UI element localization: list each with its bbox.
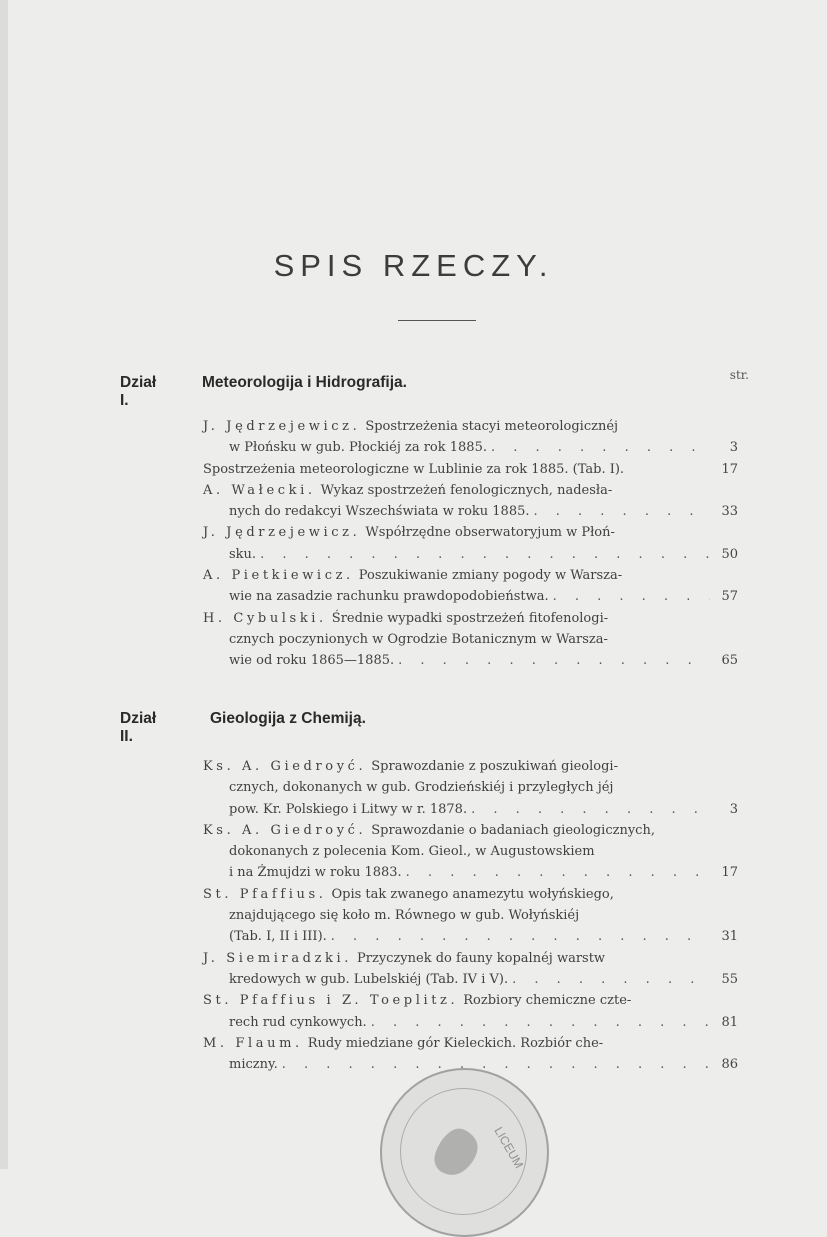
- toc-entry: [203, 416, 738, 459]
- entry-text: Średnie wypadki spostrzeżeń fitofenologi-: [331, 610, 609, 626]
- entry-author: St. Pfaffius i Z. Toeplitz.: [203, 993, 459, 1009]
- entry-text: Spostrzeżenia stacyi meteorologicznéj: [365, 419, 619, 434]
- entry-text: w Płońsku w gub. Płockiéj za rok 1885.: [229, 440, 487, 456]
- entry-page-number: 3: [729, 801, 738, 817]
- toc-entry-line: [203, 1033, 738, 1054]
- entry-page-number: 86: [721, 1057, 738, 1073]
- entry-text: cznych, dokonanych w gub. Grodzieńskiéj i przyległych jéj: [229, 780, 614, 796]
- entry-page-number: 81: [721, 1014, 738, 1030]
- entry-page-number: 17: [721, 865, 738, 881]
- entry-text: Sprawozdanie o badaniach gieologicznych,: [371, 822, 655, 838]
- entry-page-number: 33: [721, 504, 738, 520]
- leader-dots: [398, 650, 710, 671]
- entry-text: Wykaz spostrzeżeń fenologicznych, nadesła-: [320, 482, 613, 498]
- toc-entry-line: [203, 884, 738, 905]
- entry-text: Poszukiwanie zmiany pogody w Warsza-: [358, 568, 623, 584]
- leader-dots: [406, 862, 710, 883]
- section-2-entries: [203, 756, 738, 1075]
- entry-author: J. Jędrzejewicz.: [203, 419, 361, 434]
- toc-entry-line: [203, 586, 738, 607]
- stamp-emblem-icon: [382, 1070, 547, 1235]
- section-title: Gieologija z Chemiją.: [210, 710, 366, 727]
- toc-entry: [203, 884, 738, 948]
- entry-text: dokonanych z polecenia Kom. Gieol., w Augustowskiem: [229, 844, 595, 860]
- toc-entry-line: [203, 480, 738, 501]
- toc-entry-line: [203, 799, 738, 820]
- toc-entry: [203, 522, 738, 565]
- toc-entry-line: [203, 522, 738, 543]
- entry-text: pow. Kr. Polskiego i Litwy w r. 1878.: [229, 801, 468, 817]
- leader-dots: [534, 501, 711, 522]
- entry-page-number: 57: [721, 589, 738, 605]
- entry-author: Ks. A. Giedroyć.: [203, 759, 367, 774]
- entry-text: rech rud cynkowych.: [229, 1014, 367, 1030]
- toc-entry-line: [203, 459, 738, 480]
- toc-entry-line: [203, 544, 738, 565]
- page-edge-shadow: [0, 0, 8, 1169]
- toc-entry-line: [203, 841, 738, 862]
- toc-entry-line: [203, 1012, 738, 1033]
- leader-dots: [331, 926, 710, 947]
- page-title: SPIS RZECZY.: [273, 248, 554, 283]
- toc-entry-line: [203, 990, 738, 1011]
- toc-entry: [203, 459, 738, 480]
- toc-entry-line: [203, 437, 738, 458]
- leader-dots: [512, 969, 710, 990]
- entry-page-number: 55: [721, 971, 738, 987]
- toc-entry: [203, 608, 738, 672]
- entry-text: wie od roku 1865—1885.: [229, 653, 395, 669]
- toc-entry: [203, 756, 738, 820]
- entry-page-number: 65: [721, 653, 738, 669]
- entry-page-number: 3: [729, 440, 738, 456]
- toc-entry-line: [203, 565, 738, 586]
- toc-entry: [203, 565, 738, 608]
- entry-author: Ks. A. Giedroyć.: [203, 822, 367, 838]
- leader-dots: [260, 544, 710, 565]
- library-stamp: [380, 1068, 549, 1237]
- leader-dots: [371, 1012, 710, 1033]
- entry-text: Rozbiory chemiczne czte-: [463, 993, 632, 1009]
- toc-entry-line: [203, 820, 738, 841]
- toc-entry-line: [203, 756, 738, 777]
- entry-author: A. Wałecki.: [203, 482, 316, 498]
- entry-text: (Tab. I, II i III).: [229, 929, 327, 945]
- entry-author: St. Pfaffius.: [203, 886, 327, 902]
- toc-entry: [203, 820, 738, 884]
- toc-entry-line: [203, 926, 738, 947]
- title-rule: [398, 320, 476, 321]
- entry-text: kredowych w gub. Lubelskiéj (Tab. IV i V).: [229, 971, 509, 987]
- toc-entry-line: [203, 629, 738, 650]
- entry-author: M. Flaum.: [203, 1035, 303, 1051]
- toc-entry-line: [203, 501, 738, 522]
- entry-text: znajdującego się koło m. Równego w gub. Wołyńskiéj: [229, 908, 580, 924]
- entry-text: wie na zasadzie rachunku prawdopodobieństwa.: [229, 589, 549, 605]
- entry-text: Spostrzeżenia meteorologiczne w Lublinie za rok 1885. (Tab. I).: [203, 461, 625, 477]
- toc-entry-line: [203, 777, 738, 798]
- toc-entry-line: [203, 608, 738, 629]
- toc-entry-line: [203, 969, 738, 990]
- section-number: Dział II.: [120, 710, 157, 745]
- leader-dots: [553, 586, 710, 607]
- entry-text: Sprawozdanie z poszukiwań gieologi-: [371, 759, 618, 774]
- entry-text: Przyczynek do fauny kopalnéj warstw: [357, 950, 606, 966]
- toc-entry: [203, 990, 738, 1033]
- section-1-entries: [203, 416, 738, 672]
- entry-author: J. Jędrzejewicz.: [203, 525, 361, 541]
- entry-author: A. Pietkiewicz.: [203, 568, 354, 584]
- entry-author: H. Cybulski.: [203, 610, 327, 626]
- entry-text: sku.: [229, 546, 257, 562]
- entry-author: J. Siemiradzki.: [203, 950, 353, 966]
- entry-text: i na Żmujdzi w roku 1883.: [229, 865, 402, 881]
- entry-text: Współrzędne obserwatoryjum w Płoń-: [365, 525, 615, 541]
- toc-entry-line: [203, 650, 738, 671]
- entry-page-number: 50: [721, 546, 738, 562]
- section-title: Meteorologija i Hidrografija.: [202, 374, 407, 391]
- leader-dots: [471, 799, 710, 820]
- leader-dots: [491, 437, 710, 458]
- entry-text: nych do redakcyi Wszechświata w roku 1885.: [229, 504, 530, 520]
- entry-text: miczny.: [229, 1057, 278, 1073]
- stamp-text: LICEUM: [491, 1124, 527, 1171]
- toc-entry-line: [203, 416, 738, 437]
- entry-text: Rudy miedziane gór Kieleckich. Rozbiór che-: [307, 1035, 604, 1051]
- toc-entry-line: [203, 948, 738, 969]
- page-column-label: str.: [729, 368, 749, 382]
- entry-page-number: 17: [721, 461, 738, 477]
- toc-entry-line: [203, 905, 738, 926]
- entry-text: Opis tak zwanego anamezytu wołyńskiego,: [331, 886, 614, 902]
- toc-entry: [203, 948, 738, 991]
- section-number: Dział I.: [120, 374, 157, 409]
- toc-entry: [203, 480, 738, 523]
- entry-text: cznych poczynionych w Ogrodzie Botanicznym w Warsza-: [229, 631, 608, 647]
- entry-page-number: 31: [721, 929, 738, 945]
- toc-entry-line: [203, 862, 738, 883]
